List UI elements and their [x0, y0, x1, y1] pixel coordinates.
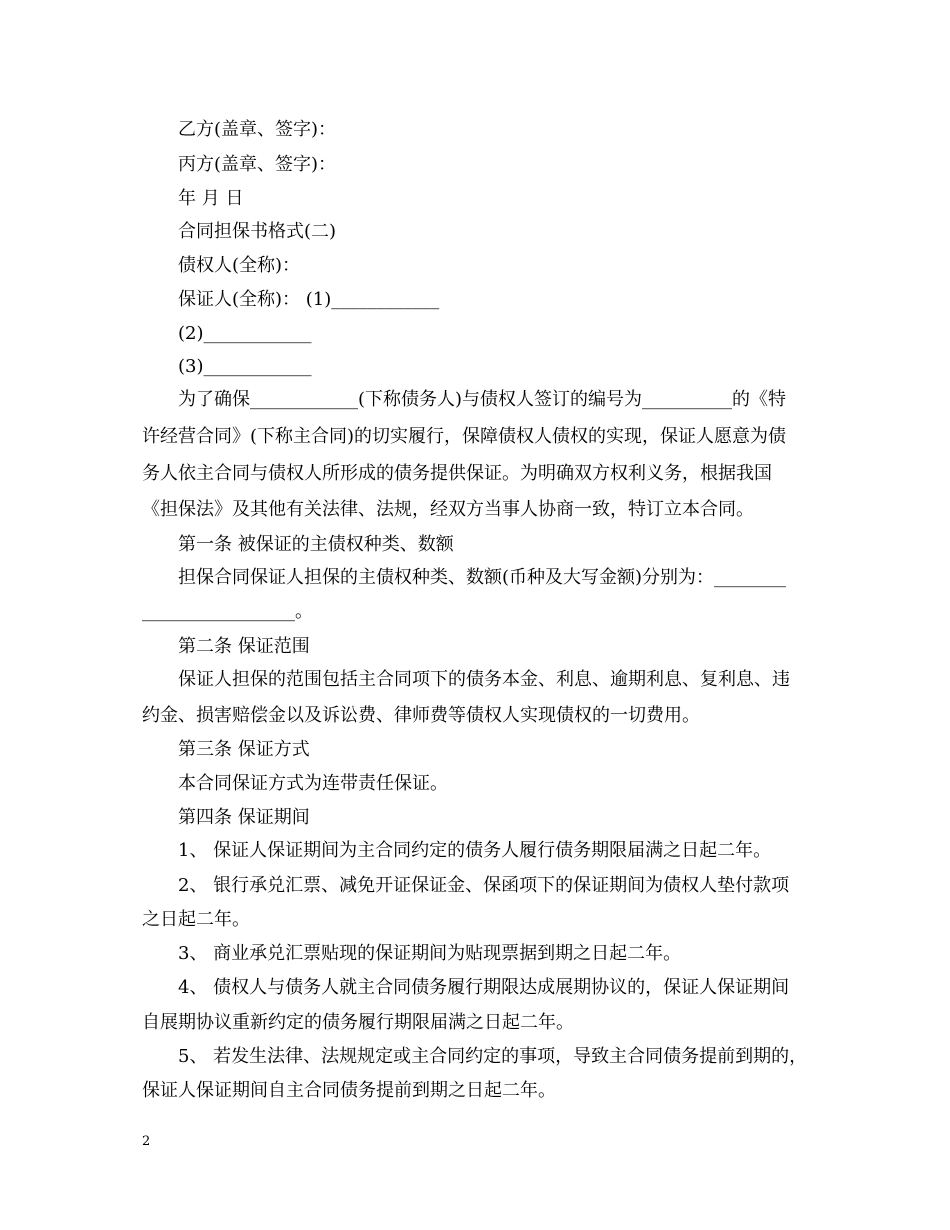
- article-4-item-4-line-2: 自展期协议重新约定的债务履行期限届满之日起二年。: [142, 1012, 574, 1033]
- page-number: 2: [142, 1134, 151, 1149]
- article-4-item-5-line-2: 保证人保证期间自主合同债务提前到期之日起二年。: [142, 1080, 556, 1101]
- preamble-line-2: 许经营合同》(下称主合同)的切实履行，保障债权人债权的实现，保证人愿意为债: [142, 426, 787, 447]
- preamble-line-1: 为了确保____________(下称债务人)与债权人签订的编号为__________的《特: [178, 389, 787, 410]
- section-title: 合同担保书格式(二): [178, 221, 337, 242]
- party-c-signature-line: 丙方(盖章、签字)：: [178, 154, 337, 175]
- article-1-text-1: 担保合同保证人担保的主债权种类、数额(币种及大写金额)分别为：________: [178, 567, 787, 588]
- article-4-item-2-line-1: 2、 银行承兑汇票、减免开证保证金、保函项下的保证期间为债权人垫付款项: [178, 875, 790, 896]
- article-3-heading: 第三条 保证方式: [178, 739, 310, 760]
- article-2-text-1: 保证人担保的范围包括主合同项下的债务本金、利息、逾期利息、复利息、违: [178, 669, 790, 690]
- article-2-text-2: 约金、损害赔偿金以及诉讼费、律师费等债权人实现债权的一切费用。: [142, 705, 700, 726]
- preamble-line-4: 《担保法》及其他有关法律、法规，经双方当事人协商一致，特订立本合同。: [142, 499, 754, 520]
- guarantor-line-3: (3)____________: [178, 356, 312, 377]
- party-b-signature-line: 乙方(盖章、签字)：: [178, 119, 337, 140]
- preamble-line-3: 务人依主合同与债权人所形成的债务提供保证。为明确双方权利义务，根据我国: [142, 463, 772, 484]
- guarantor-line-2: (2)____________: [178, 323, 312, 344]
- guarantor-line-1: 保证人(全称)： (1)____________: [178, 289, 440, 310]
- article-4-item-1: 1、 保证人保证期间为主合同约定的债务人履行债务期限届满之日起二年。: [178, 840, 772, 861]
- article-4-item-2-line-2: 之日起二年。: [142, 909, 250, 930]
- article-2-heading: 第二条 保证范围: [178, 636, 310, 657]
- article-1-text-2: _________________。: [142, 601, 313, 622]
- date-line: 年 月 日: [178, 188, 244, 209]
- article-4-item-4-line-1: 4、 债权人与债务人就主合同债务履行期限达成展期协议的，保证人保证期间: [178, 977, 790, 998]
- article-3-text: 本合同保证方式为连带责任保证。: [178, 773, 448, 794]
- article-4-item-5-line-1: 5、 若发生法律、法规规定或主合同约定的事项，导致主合同债务提前到期的，: [178, 1046, 808, 1067]
- creditor-line: 债权人(全称)：: [178, 255, 301, 276]
- article-1-heading: 第一条 被保证的主债权种类、数额: [178, 534, 454, 555]
- article-4-item-3: 3、 商业承兑汇票贴现的保证期间为贴现票据到期之日起二年。: [178, 943, 682, 964]
- article-4-heading: 第四条 保证期间: [178, 807, 310, 828]
